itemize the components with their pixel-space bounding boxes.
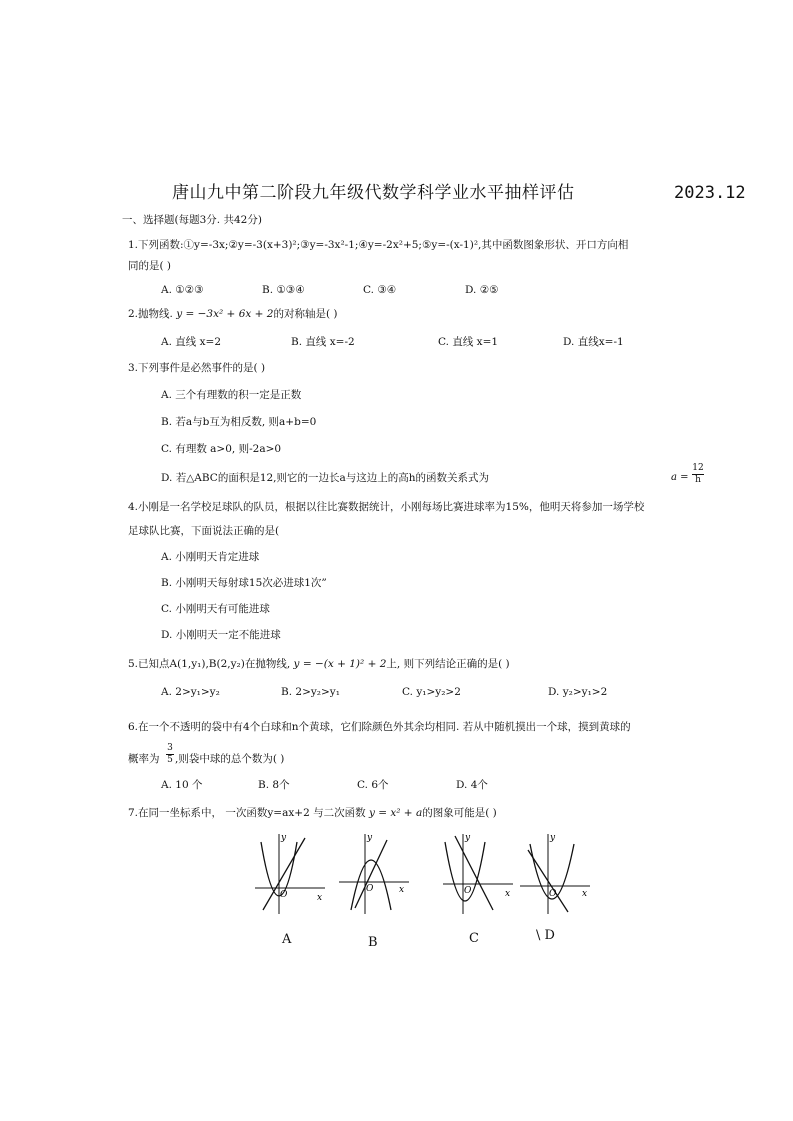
graph-b: [337, 830, 417, 915]
q5-option-d: D. y₂>y₁>2: [548, 686, 608, 698]
graph-b-origin: O: [366, 884, 374, 894]
q7-stem: [128, 806, 497, 820]
q5-option-c: C. y₁>y₂>2: [402, 686, 461, 698]
q3-frac-num: 12: [692, 463, 704, 473]
q5-formula: y = −(x + 1)² + 2: [293, 658, 387, 670]
q4-stem-line2: 足球队比赛，下面说法正确的是(: [128, 525, 280, 537]
q6-stem-line1: 6.在一个不透明的袋中有4个白球和n个黄球，它们除颜色外其余均相同. 若从中随机摸出一个球，摸到黄球的: [128, 721, 631, 733]
q4-stem-line1: 4.小刚是一名学校足球队的队员，根据以往比赛数据统计，小刚每场比赛进球率为15%，他明天将参加一场学校: [128, 501, 645, 513]
q1-stem-line1: 1.下列函数:①y=-3x;②y=-3(x+3)²;③y=-3x²-1;④y=-2x²+5;⑤y=-(x-1)²,其中函数图象形状、开口方向相: [128, 239, 629, 251]
q6-option-c: C. 6个: [357, 779, 389, 791]
q3-formula-lhs: a =: [671, 472, 689, 483]
q6-fraction: [166, 744, 174, 765]
graph-d-origin: O: [549, 889, 557, 899]
graph-label-a: A: [282, 932, 292, 947]
q7-stem-suffix: 的图象可能是( ): [422, 807, 497, 819]
graph-d: [518, 830, 598, 915]
q3-formula-fraction: [692, 464, 704, 485]
graph-c: [441, 830, 521, 915]
q2-option-d: D. 直线x=-1: [563, 336, 624, 348]
q2-stem-prefix: 2.抛物线.: [128, 308, 173, 320]
q6-stem-line2-suffix: ,则袋中球的总个数为( ): [175, 753, 285, 765]
q5-stem-suffix: 上, 则下列结论正确的是( ): [386, 658, 510, 670]
title-date: 2023.12: [674, 183, 746, 203]
q1-option-a: A. ①②③: [161, 284, 204, 296]
q6-option-d: D. 4个: [456, 779, 488, 791]
q2-stem: [128, 307, 337, 321]
graph-label-d: \ D: [536, 928, 555, 943]
graph-a: [253, 830, 333, 915]
q3-option-c: C. 有理数 a>0, 则-2a>0: [161, 443, 282, 455]
section-heading: 一、选择题(每题3分. 共42分): [122, 214, 262, 226]
q1-option-c: C. ③④: [363, 284, 397, 296]
q5-option-b: B. 2>y₂>y₁: [281, 686, 340, 698]
q6-option-b: B. 8个: [258, 779, 290, 791]
graph-d-y-label: y: [550, 833, 556, 843]
q5-stem: [128, 657, 510, 671]
graph-c-y-label: y: [465, 833, 471, 843]
graph-label-b: B: [368, 935, 378, 950]
q6-stem-line2-prefix: 概率为: [128, 753, 160, 765]
graph-d-x-label: x: [582, 889, 588, 899]
graph-b-y-label: y: [367, 833, 373, 843]
q4-option-c: C. 小刚明天有可能进球: [161, 603, 270, 615]
graph-a-y-label: y: [281, 833, 287, 843]
q7-formula: y = x² + a: [368, 807, 423, 819]
title-text: 唐山九中第二阶段九年级代数学科学业水平抽样评估: [172, 183, 575, 203]
q2-stem-suffix: 的对称轴是( ): [273, 308, 338, 320]
q6-frac-num: 3: [167, 743, 173, 753]
q4-option-a: A. 小刚明天肯定进球: [161, 551, 260, 563]
q3-frac-den: h: [695, 475, 701, 485]
q1-option-b: B. ①③④: [262, 284, 305, 296]
q1-stem-line2: 同的是( ): [128, 260, 172, 272]
q4-option-d: D. 小刚明天一定不能进球: [161, 629, 281, 641]
q3-option-d: D. 若△ABC的面积是12,则它的一边长a与这边上的高h的函数关系式为: [161, 472, 490, 484]
q2-option-a: A. 直线 x=2: [161, 336, 221, 348]
q3-stem: 3.下列事件是必然事件的是( ): [128, 362, 266, 374]
graph-label-c: C: [469, 931, 479, 946]
q2-formula: y = −3x² + 6x + 2: [176, 308, 274, 320]
q2-option-b: B. 直线 x=-2: [291, 336, 355, 348]
q5-stem-prefix: 5.已知点A(1,y₁),B(2,y₂)在抛物线,: [128, 658, 291, 670]
q6-frac-den: 5: [167, 755, 173, 765]
q4-option-b: B. 小刚明天每射球15次必进球1次”: [161, 577, 327, 589]
page-title: [172, 183, 575, 203]
q3-option-b: B. 若a与b互为相反数, 则a+b=0: [161, 416, 317, 428]
q5-option-a: A. 2>y₁>y₂: [161, 686, 220, 698]
q6-option-a: A. 10 个: [161, 779, 203, 791]
graph-a-origin: O: [280, 890, 288, 900]
q3-option-a: A. 三个有理数的积一定是正数: [161, 389, 302, 401]
graph-a-x-label: x: [317, 893, 323, 903]
q1-option-d: D. ②⑤: [465, 284, 499, 296]
graph-b-x-label: x: [399, 885, 405, 895]
q2-option-c: C. 直线 x=1: [438, 336, 499, 348]
graph-c-origin: O: [464, 886, 472, 896]
q7-stem-prefix: 7.在同一坐标系中， 一次函数y=ax+2 与二次函数: [128, 807, 366, 819]
graph-c-x-label: x: [505, 889, 511, 899]
